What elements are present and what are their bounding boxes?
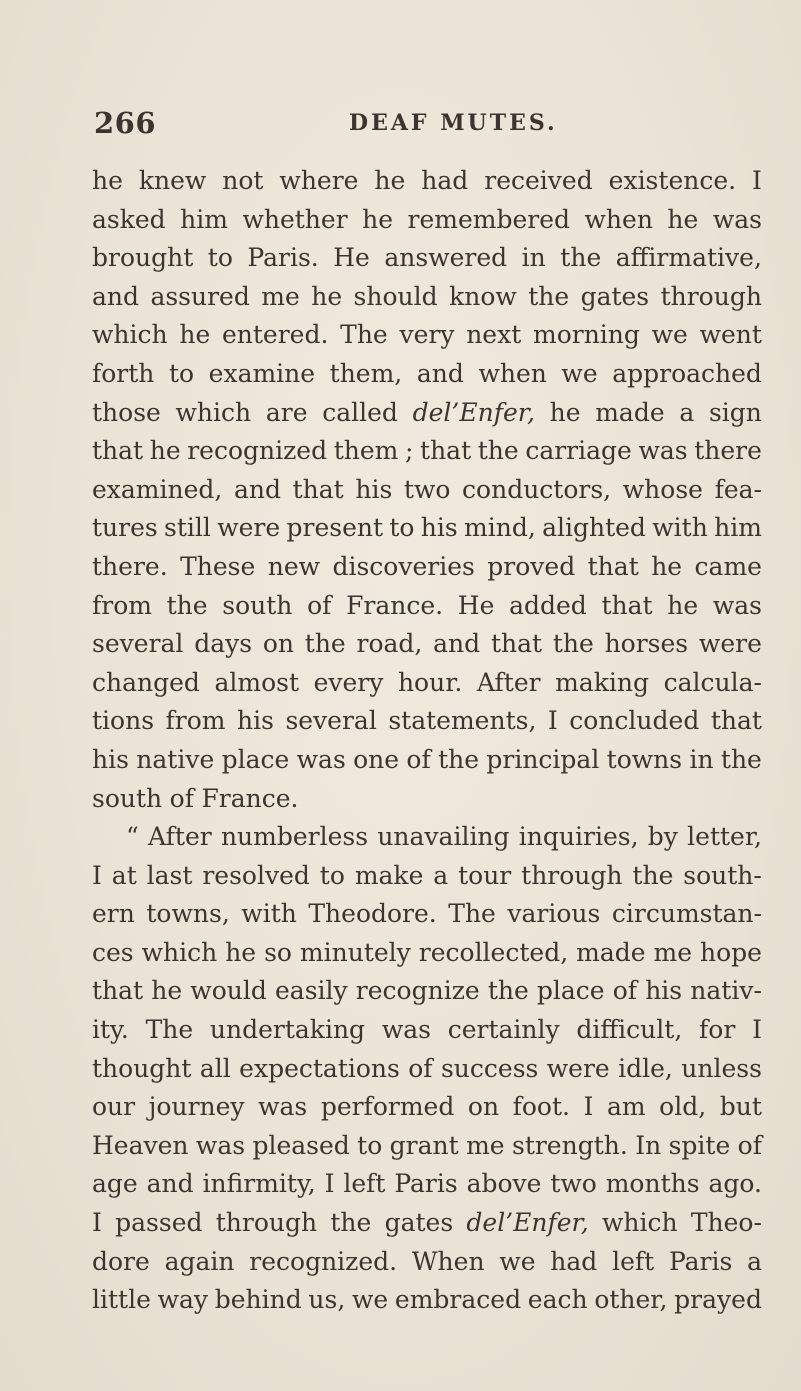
word: them,: [329, 358, 403, 388]
word: through: [521, 860, 623, 890]
word: difficult,: [576, 1015, 683, 1045]
text-line: [92, 972, 762, 1011]
word: that: [490, 629, 543, 659]
word: called: [322, 397, 398, 427]
word: and: [92, 281, 140, 311]
word: in: [521, 243, 546, 273]
word: he: [651, 551, 683, 581]
word: to: [357, 1130, 383, 1160]
word: and: [233, 474, 281, 504]
word: and: [433, 629, 481, 659]
word: had: [550, 1246, 598, 1276]
word: carriage: [525, 436, 632, 466]
word: present: [286, 513, 384, 543]
word: After: [148, 822, 212, 852]
word: I: [92, 1208, 102, 1238]
text-line: [92, 548, 762, 587]
word: again: [164, 1246, 235, 1276]
word: the: [330, 1208, 372, 1238]
word: unavailing: [377, 822, 510, 852]
word: that: [601, 590, 653, 620]
word: brought: [92, 243, 194, 273]
word: were: [546, 1053, 610, 1083]
word: we: [561, 358, 598, 388]
word: journey: [148, 1092, 245, 1122]
word: whose: [622, 474, 703, 504]
word: grant: [389, 1130, 459, 1160]
word: several: [285, 706, 377, 736]
word: was: [712, 204, 762, 234]
word: from: [165, 706, 226, 736]
word: changed: [92, 667, 200, 697]
word: still: [164, 513, 211, 543]
word: calcula-: [663, 667, 762, 697]
word: were: [698, 629, 762, 659]
word: Theo-: [690, 1208, 762, 1238]
text-line: [92, 1127, 762, 1166]
word: for: [699, 1015, 736, 1045]
word: inquiries,: [518, 822, 639, 852]
word: each: [527, 1285, 588, 1315]
word: when: [584, 204, 653, 234]
word: I: [583, 1092, 594, 1122]
word: These: [180, 551, 256, 581]
word: which: [601, 1208, 678, 1238]
word: circumstan-: [611, 899, 762, 929]
word: south-: [683, 860, 762, 890]
word: assured: [150, 281, 250, 311]
word: the: [477, 436, 519, 466]
text-line: [92, 278, 762, 317]
text-line: [92, 1281, 762, 1320]
text-line: [92, 664, 762, 703]
text-line: [92, 1050, 762, 1089]
word: unless: [681, 1053, 762, 1083]
word: The: [448, 899, 496, 929]
word: he: [362, 204, 394, 234]
word: every: [313, 667, 384, 697]
word: left: [612, 1246, 655, 1276]
word: tour: [458, 860, 512, 890]
word: were: [217, 513, 281, 543]
word: France.: [201, 783, 299, 813]
word: we: [651, 320, 688, 350]
word: me: [466, 1130, 505, 1160]
word: to: [168, 358, 195, 388]
word: we: [352, 1285, 389, 1315]
word: resolved: [202, 860, 310, 890]
word: ern: [92, 899, 135, 929]
word: After: [476, 667, 541, 697]
word: left: [343, 1169, 386, 1199]
word: I: [324, 1169, 335, 1199]
word: France.: [346, 590, 444, 620]
word: that: [587, 551, 639, 581]
word: the: [438, 744, 480, 774]
word: road,: [356, 629, 423, 659]
word: approached: [612, 358, 762, 388]
word: tures: [92, 513, 158, 543]
word: him: [180, 204, 228, 234]
word: that: [92, 436, 144, 466]
word: the: [552, 629, 594, 659]
word: was: [381, 1015, 431, 1045]
word: forth: [92, 358, 155, 388]
word: make: [354, 860, 424, 890]
word: expectations: [239, 1053, 400, 1083]
word: know: [449, 281, 517, 311]
word: of: [408, 1053, 433, 1083]
word: making: [555, 667, 650, 697]
word: tions: [92, 706, 155, 736]
word: the: [632, 860, 674, 890]
word: I: [92, 860, 102, 890]
word: fea-: [714, 474, 762, 504]
text-line: [92, 355, 762, 394]
word: he: [549, 397, 581, 427]
word: new: [267, 551, 321, 581]
word: one: [353, 744, 400, 774]
word: he: [667, 204, 699, 234]
word: which: [175, 397, 252, 427]
word: ces: [92, 937, 134, 967]
word: place: [536, 976, 605, 1006]
word: had: [421, 166, 469, 195]
word: undertaking: [209, 1015, 366, 1045]
word: the: [487, 976, 529, 1006]
word: gates: [384, 1208, 454, 1238]
word: Paris.: [247, 243, 319, 273]
word: to: [389, 513, 415, 543]
word: his: [645, 976, 683, 1006]
word: to: [207, 243, 233, 273]
word: went: [699, 320, 762, 350]
word: two: [403, 474, 451, 504]
word: foot.: [512, 1092, 570, 1122]
word: above: [466, 1169, 542, 1199]
word: on: [467, 1092, 500, 1122]
word: little: [92, 1285, 151, 1315]
word: added: [509, 590, 587, 620]
text-line: [92, 625, 762, 664]
word: made: [595, 397, 665, 427]
word: he: [311, 281, 343, 311]
word: When: [411, 1246, 485, 1276]
word: easily: [275, 976, 348, 1006]
word: a: [433, 860, 449, 890]
word: ago.: [708, 1169, 762, 1199]
word: conductors,: [462, 474, 612, 504]
word: south: [222, 590, 293, 620]
word: several: [92, 629, 184, 659]
word: that: [710, 706, 762, 736]
word: old,: [659, 1092, 707, 1122]
word: was: [712, 590, 762, 620]
word: at: [111, 860, 137, 890]
word: dore: [92, 1246, 150, 1276]
word: of: [612, 976, 638, 1006]
word: am: [606, 1092, 646, 1122]
word: his: [237, 706, 274, 736]
word: very: [399, 320, 455, 350]
word: Paris: [668, 1246, 733, 1276]
word: through: [215, 1208, 318, 1238]
word: recognized: [187, 436, 328, 466]
word: there.: [92, 551, 168, 581]
word: was: [638, 436, 688, 466]
word: of: [169, 783, 194, 813]
word: was: [296, 744, 346, 774]
word: In: [635, 1130, 662, 1160]
word: I: [752, 166, 762, 195]
word: remembered: [407, 204, 571, 234]
word: Paris: [394, 1169, 458, 1199]
word: a: [747, 1246, 762, 1276]
word: examine: [208, 358, 316, 388]
word: when: [478, 358, 547, 388]
word: he: [151, 976, 183, 1006]
word: way: [157, 1285, 209, 1315]
word: hour.: [397, 667, 463, 697]
word: through: [660, 281, 762, 311]
text-line: [92, 780, 762, 819]
word: the: [720, 744, 762, 774]
word: discoveries: [332, 551, 475, 581]
word: place: [221, 744, 290, 774]
word: where: [279, 166, 359, 195]
text-line: [92, 1165, 762, 1204]
word: me: [261, 281, 300, 311]
word: the: [166, 590, 208, 620]
word: he: [225, 937, 257, 967]
word: him: [714, 513, 762, 543]
word: he: [149, 436, 181, 466]
word: He: [333, 243, 370, 273]
word: we: [499, 1246, 536, 1276]
word: by: [647, 822, 678, 852]
word: almost: [214, 667, 300, 697]
text-line: [92, 471, 762, 510]
text-line: [92, 201, 762, 240]
text-line: [92, 741, 762, 780]
word: concluded: [569, 706, 700, 736]
text-line: [92, 1011, 762, 1050]
word: certainly: [447, 1015, 560, 1045]
word: minutely: [299, 937, 411, 967]
word: performed: [320, 1092, 455, 1122]
text-line: [92, 509, 762, 548]
word: of: [737, 1130, 762, 1160]
word: with: [241, 899, 297, 929]
word: that: [92, 976, 144, 1006]
word: the: [560, 243, 602, 273]
word: thought: [92, 1053, 192, 1083]
word: whether: [242, 204, 348, 234]
word: Heaven: [92, 1130, 189, 1160]
word: infirmity,: [202, 1169, 316, 1199]
word: sign: [708, 397, 762, 427]
word: entered.: [221, 320, 329, 350]
word: mind,: [464, 513, 536, 543]
word: strength.: [511, 1130, 628, 1160]
word: his: [420, 513, 458, 543]
text-line: [92, 316, 762, 355]
word: pleased: [252, 1130, 350, 1160]
word: would: [190, 976, 267, 1006]
word: and: [416, 358, 464, 388]
text-line: [92, 239, 762, 278]
word: to: [319, 860, 345, 890]
word: from: [92, 590, 152, 620]
word: a: [679, 397, 695, 427]
word: with: [652, 513, 708, 543]
word: which: [92, 320, 168, 350]
word: recollected,: [418, 937, 569, 967]
word: I: [547, 706, 558, 736]
word: proved: [487, 551, 576, 581]
word: recognized.: [249, 1246, 398, 1276]
text-line: [92, 895, 762, 934]
word: affirmative,: [615, 243, 762, 273]
word: should: [353, 281, 438, 311]
running-head: DEAF MUTES.: [349, 110, 558, 136]
word: last: [146, 860, 193, 890]
word: existence.: [608, 166, 737, 195]
word: recognize: [355, 976, 480, 1006]
text-line: [92, 1243, 762, 1282]
word: spite: [668, 1130, 731, 1160]
word: “: [126, 822, 139, 852]
word: not: [222, 166, 264, 195]
text-line: [92, 394, 762, 433]
word: horses: [604, 629, 689, 659]
word: other,: [594, 1285, 668, 1315]
word: months: [605, 1169, 700, 1199]
word: the: [528, 281, 570, 311]
word: two: [550, 1169, 597, 1199]
text-line: [92, 702, 762, 741]
word: all: [199, 1053, 231, 1083]
word: principal: [486, 744, 600, 774]
word: was: [258, 1092, 308, 1122]
word: those: [92, 397, 161, 427]
word: ;: [404, 436, 414, 466]
word: gates: [580, 281, 650, 311]
word: examined,: [92, 474, 223, 504]
word: he: [667, 590, 699, 620]
text-line: [92, 934, 762, 973]
word: The: [340, 320, 388, 350]
word: towns: [606, 744, 683, 774]
word: me: [653, 937, 693, 967]
word: alighted: [542, 513, 646, 543]
word: passed: [115, 1208, 203, 1238]
word: south: [92, 783, 163, 813]
word: of: [406, 744, 431, 774]
word: his: [92, 744, 129, 774]
word: age: [92, 1169, 138, 1199]
word: Theodore.: [308, 899, 437, 929]
word: on: [262, 629, 294, 659]
word: answered: [384, 243, 508, 273]
word: idle,: [618, 1053, 673, 1083]
word: behind: [214, 1285, 302, 1315]
word: knew: [138, 166, 207, 195]
word: but: [719, 1092, 762, 1122]
word: was: [195, 1130, 246, 1160]
word: native: [136, 744, 215, 774]
word: hope: [700, 937, 762, 967]
word: days: [194, 629, 253, 659]
word: He: [457, 590, 495, 620]
text-line: [92, 1088, 762, 1127]
word: his: [355, 474, 393, 504]
word: received: [484, 166, 593, 195]
word: he: [374, 166, 406, 195]
word: numberless: [220, 822, 369, 852]
word: which: [141, 937, 218, 967]
text-line: [92, 587, 762, 626]
word: there: [694, 436, 762, 466]
word: nativ-: [690, 976, 762, 1006]
word: our: [92, 1092, 136, 1122]
word: asked: [92, 204, 166, 234]
word: letter,: [687, 822, 762, 852]
text-line: [92, 857, 762, 896]
word: that: [292, 474, 344, 504]
word: del’Enfer,: [466, 1208, 589, 1238]
word: the: [304, 629, 346, 659]
word: various: [507, 899, 601, 929]
text-line: [92, 1204, 762, 1243]
word: that: [420, 436, 472, 466]
word: prayed: [674, 1285, 762, 1315]
page-number: 266: [94, 106, 157, 140]
word: so: [264, 937, 292, 967]
word: made: [576, 937, 646, 967]
word: of: [307, 590, 332, 620]
word: del’Enfer,: [412, 397, 535, 427]
word: them: [333, 436, 399, 466]
word: embraced: [394, 1285, 522, 1315]
word: morning: [532, 320, 640, 350]
text-line: [92, 432, 762, 471]
word: and: [146, 1169, 194, 1199]
text-line: [92, 162, 762, 201]
word: are: [265, 397, 308, 427]
text-line: [92, 818, 762, 857]
word: he: [92, 166, 123, 195]
word: in: [689, 744, 714, 774]
page-header: [94, 106, 734, 146]
body-text: [92, 162, 762, 1320]
word: towns,: [146, 899, 230, 929]
word: The: [145, 1015, 194, 1045]
word: success: [440, 1053, 539, 1083]
word: ity.: [92, 1015, 129, 1045]
word: statements,: [388, 706, 537, 736]
word: came: [694, 551, 762, 581]
word: he: [179, 320, 211, 350]
word: us,: [308, 1285, 346, 1315]
word: next: [466, 320, 522, 350]
word: I: [752, 1015, 762, 1045]
